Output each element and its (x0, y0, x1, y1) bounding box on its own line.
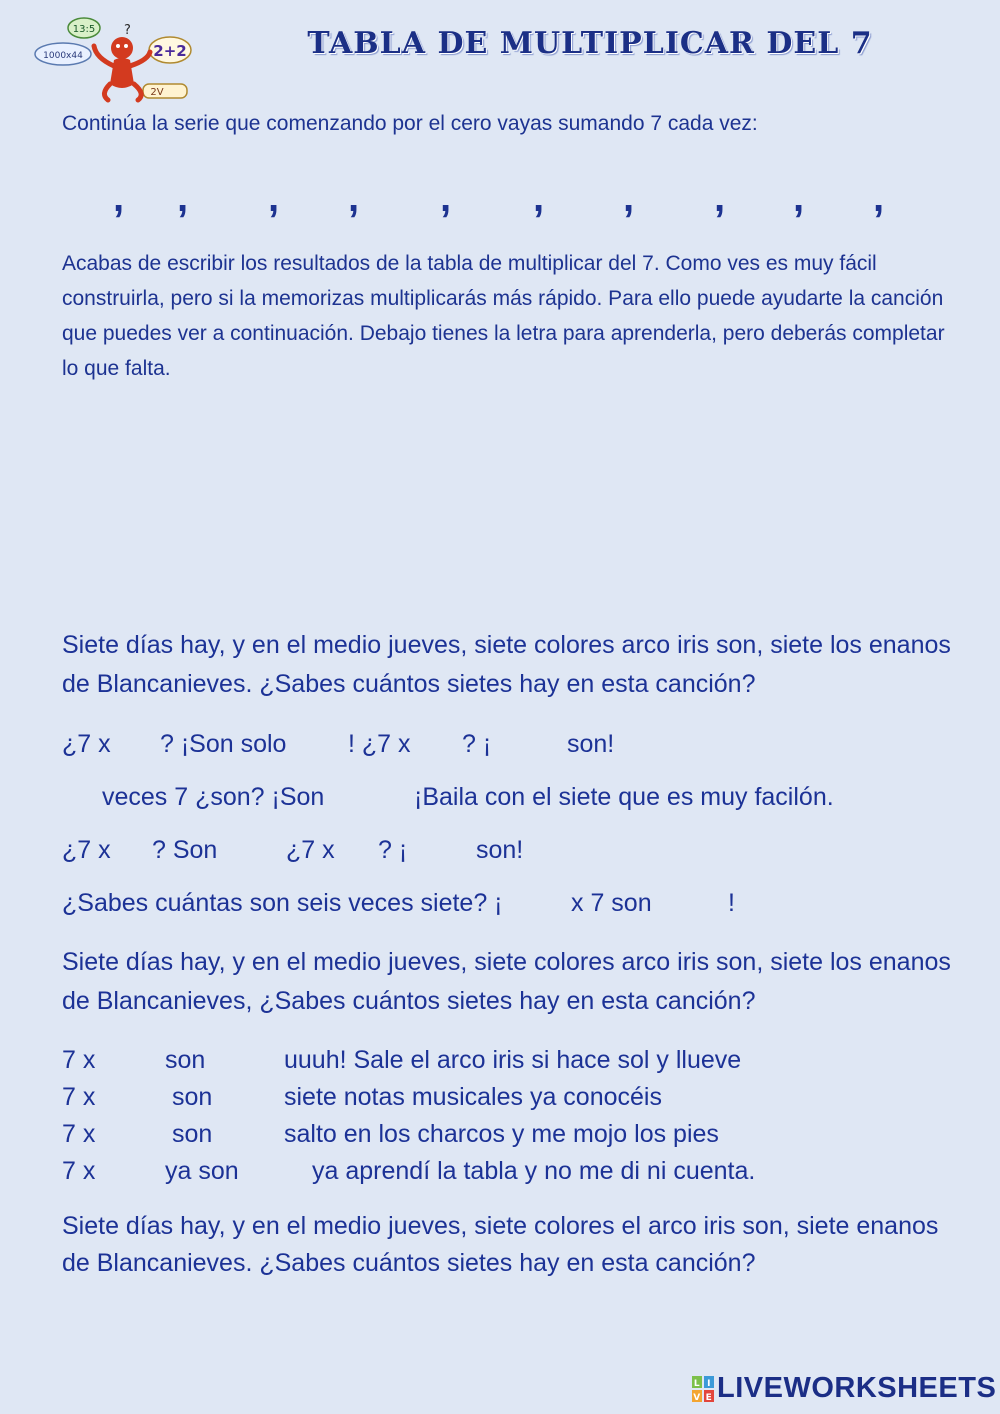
lyric-fragment: ! (728, 889, 735, 917)
lyric-fragment: son! (476, 836, 524, 864)
verse-fragment: 7 x (62, 1083, 96, 1111)
series-separator: , (714, 176, 726, 220)
lyric-fragment: x 7 son (571, 889, 652, 917)
song-chorus-1: Siete días hay, y en el medio jueves, siete colores arco iris son, siete los enanos de Blancanieves. ¿Sabes cuántos sietes hay en esta canción? (62, 631, 951, 698)
liveworksheets-brand[interactable] (692, 1372, 996, 1405)
verse-fragment: 7 x (62, 1046, 96, 1074)
series-separator: , (533, 176, 545, 220)
series-separator: , (873, 176, 885, 220)
verse-fragment: 7 x (62, 1157, 96, 1185)
logo-bubble-text: 13:5 (72, 24, 96, 35)
logo-bubble-text: 2+2 (153, 42, 187, 60)
svg-text:?: ? (124, 23, 131, 38)
song-chorus-2: Siete días hay, y en el medio jueves, siete colores arco iris son, siete los enanos de Blancanieves, ¿Sabes cuántos sietes hay en esta canción? (62, 948, 951, 1015)
verse-fragment: son (172, 1083, 213, 1111)
logo-bubble-text: 2V (150, 87, 164, 98)
lyric-fragment: ! ¿7 x (348, 730, 411, 758)
logo-bubble-text: 1000x44 (43, 51, 83, 61)
lyric-fragment: son! (567, 730, 615, 758)
series-separator: , (440, 176, 452, 220)
lyric-fragment: ¿Sabes cuántas son seis veces siete? ¡ (62, 889, 503, 917)
verse-fragment: salto en los charcos y me mojo los pies (284, 1120, 719, 1148)
series-separator: , (623, 176, 635, 220)
lyric-fragment: ¿7 x (62, 730, 111, 758)
explanation-paragraph: Acabas de escribir los resultados de la tabla de multiplicar del 7. Como ves es muy fácil construirla, pero si la memorizas multiplicarás más rápido. Para ello puede ayudarte la canción que puedes ver a continuación. Debajo tienes la letra para aprenderla, pero deberás completar lo que falta. (62, 252, 945, 380)
lyric-fragment: ? ¡ (462, 730, 492, 758)
verse-fragment: siete notas musicales ya conocéis (284, 1083, 662, 1111)
series-separator: , (177, 176, 189, 220)
verse-fragment: 7 x (62, 1120, 96, 1148)
series-separator: , (268, 176, 280, 220)
verse-fragment: son (172, 1120, 213, 1148)
verse-fragment: uuuh! Sale el arco iris si hace sol y llueve (284, 1046, 742, 1074)
lyric-fragment: ¡Baila con el siete que es muy facilón. (414, 783, 834, 811)
page-title: TABLA DE MULTIPLICAR DEL 7 (307, 26, 873, 61)
song-chorus-3: Siete días hay, y en el medio jueves, siete colores el arco iris son, siete enanos de Blancanieves. ¿Sabes cuántos sietes hay en esta canción? (62, 1212, 939, 1277)
lyric-fragment: ? ¡Son solo (160, 730, 287, 758)
lyric-fragment: ¿7 x (62, 836, 111, 864)
lyric-fragment: ? Son (152, 836, 218, 864)
verse-fragment: son (165, 1046, 206, 1074)
series-separator: , (113, 176, 125, 220)
lyric-fragment: ¿7 x (286, 836, 335, 864)
svg-text:E: E (705, 1392, 713, 1402)
svg-text:L: L (693, 1378, 701, 1389)
series-separator: , (348, 176, 360, 220)
lyric-fragment: ? ¡ (378, 836, 408, 864)
verse-fragment: ya aprendí la tabla y no me di ni cuenta. (312, 1157, 756, 1185)
liveworksheets-badge-icon (692, 1376, 714, 1402)
brand-name: LIVEWORKSHEETS (717, 1372, 997, 1404)
svg-text:V: V (693, 1392, 701, 1402)
lyric-fragment: veces 7 ¿son? ¡Son (102, 783, 325, 811)
monkey-logo (30, 8, 195, 108)
svg-text:I: I (707, 1378, 711, 1389)
instruction-text: Continúa la serie que comenzando por el cero vayas sumando 7 cada vez: (62, 112, 758, 135)
verse-fragment: ya son (165, 1157, 239, 1185)
series-separator: , (793, 176, 805, 220)
